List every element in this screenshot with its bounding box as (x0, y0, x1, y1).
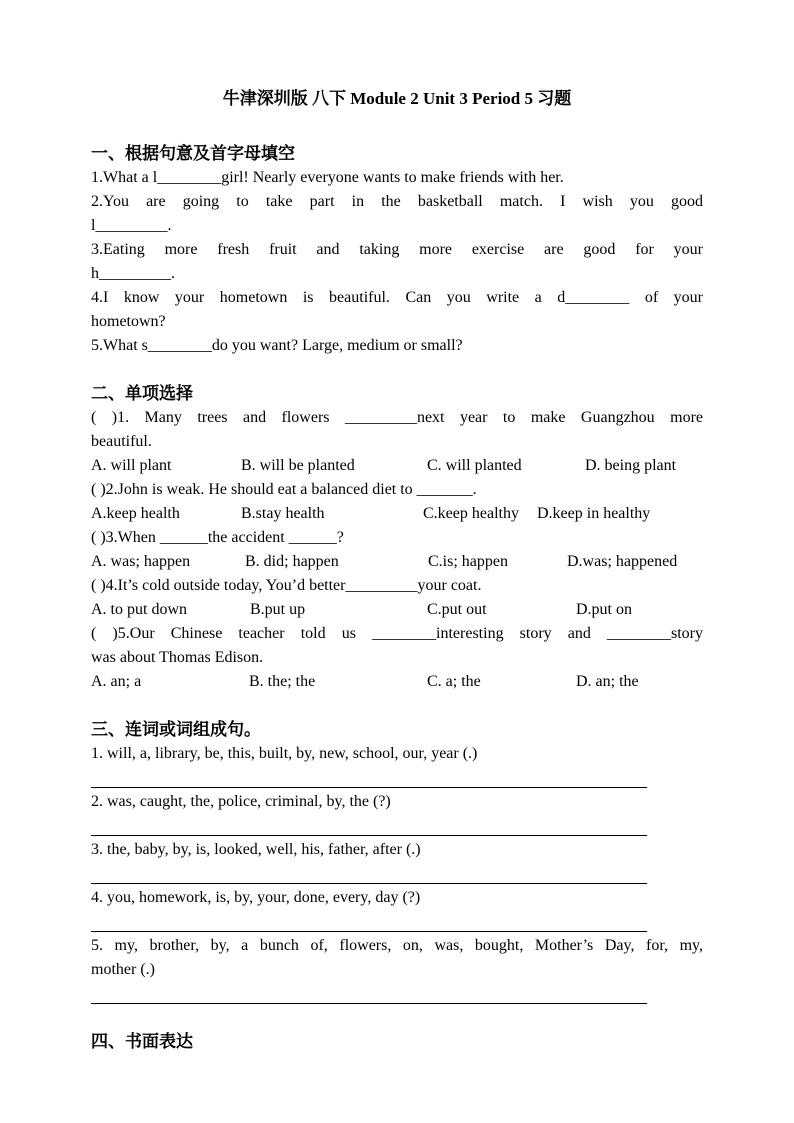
s2-q4-option-a: A. to put down (91, 601, 187, 618)
s2-question-3: ( )3.When ______the accident ______? (91, 529, 344, 546)
s3-answer-line-2 (91, 835, 647, 836)
section2-heading: 二、单项选择 (91, 384, 193, 403)
s2-question-1-line-2: beautiful. (91, 433, 152, 450)
s3-question-4: 4. you, homework, is, by, your, done, every, day (?) (91, 889, 421, 906)
s2-q1-option-d: D. being plant (585, 457, 677, 474)
s3-question-2: 2. was, caught, the, police, criminal, by, the (?) (91, 793, 391, 810)
s2-q3-option-b: B. did; happen (245, 553, 339, 570)
s2-q4-option-c: C.put out (427, 601, 487, 618)
s2-q2-option-a: A.keep health (91, 505, 180, 522)
s1-question-3-line-2: h_________. (91, 265, 175, 282)
s2-q3-option-d: D.was; happened (567, 553, 678, 570)
s1-question-4-line-2: hometown? (91, 313, 166, 330)
s2-q5-option-a: A. an; a (91, 673, 142, 690)
s3-question-1: 1. will, a, library, be, this, built, by, new, school, our, year (.) (91, 745, 478, 762)
s1-question-4-line-1: 4.I know your hometown is beautiful. Can you write a d________ of your (91, 289, 703, 306)
s1-question-2-line-2: l_________. (91, 217, 172, 234)
page-title: 牛津深圳版 八下 Module 2 Unit 3 Period 5 习题 (222, 89, 572, 108)
s2-question-1-line-1: ( )1. Many trees and flowers _________next year to make Guangzhou more (91, 409, 703, 426)
s1-question-2-line-1: 2.You are going to take part in the basketball match. I wish you good (91, 193, 703, 210)
s2-q5-option-b: B. the; the (249, 673, 316, 690)
s3-answer-line-3 (91, 883, 647, 884)
s2-q3-option-a: A. was; happen (91, 553, 191, 570)
s2-q5-option-d: D. an; the (576, 673, 639, 690)
s2-q2-option-b: B.stay health (241, 505, 325, 522)
s2-q3-option-c: C.is; happen (428, 553, 508, 570)
s2-q1-option-a: A. will plant (91, 457, 172, 474)
s2-question-5-line-2: was about Thomas Edison. (91, 649, 264, 666)
section3-heading: 三、连词或词组成句。 (91, 720, 261, 739)
s2-q2-option-d: D.keep in healthy (537, 505, 651, 522)
section1-heading: 一、根据句意及首字母填空 (91, 144, 295, 163)
s1-question-3-line-1: 3.Eating more fresh fruit and taking more exercise are good for your (91, 241, 703, 258)
s2-question-5-line-1: ( )5.Our Chinese teacher told us ________interesting story and ________story (91, 625, 703, 642)
s3-question-5-line-2: mother (.) (91, 961, 155, 978)
s1-question-5: 5.What s________do you want? Large, medium or small? (91, 337, 463, 354)
s2-question-4: ( )4.It’s cold outside today, You’d better_________your coat. (91, 577, 482, 594)
s3-answer-line-1 (91, 787, 647, 788)
s2-q4-option-b: B.put up (250, 601, 306, 618)
s3-question-3: 3. the, baby, by, is, looked, well, his, father, after (.) (91, 841, 421, 858)
s2-q4-option-d: D.put on (576, 601, 632, 618)
section4-heading: 四、书面表达 (91, 1032, 193, 1051)
s3-answer-line-5 (91, 1003, 647, 1004)
s3-answer-line-4 (91, 931, 647, 932)
s3-question-5-line-1: 5. my, brother, by, a bunch of, flowers, on, was, bought, Mother’s Day, for, my, (91, 937, 703, 954)
s2-q1-option-c: C. will planted (427, 457, 522, 474)
s2-q1-option-b: B. will be planted (241, 457, 355, 474)
s2-q2-option-c: C.keep healthy (423, 505, 519, 522)
s2-q5-option-c: C. a; the (427, 673, 481, 690)
s1-question-1: 1.What a l________girl! Nearly everyone wants to make friends with her. (91, 169, 564, 186)
s2-question-2: ( )2.John is weak. He should eat a balanced diet to _______. (91, 481, 477, 498)
